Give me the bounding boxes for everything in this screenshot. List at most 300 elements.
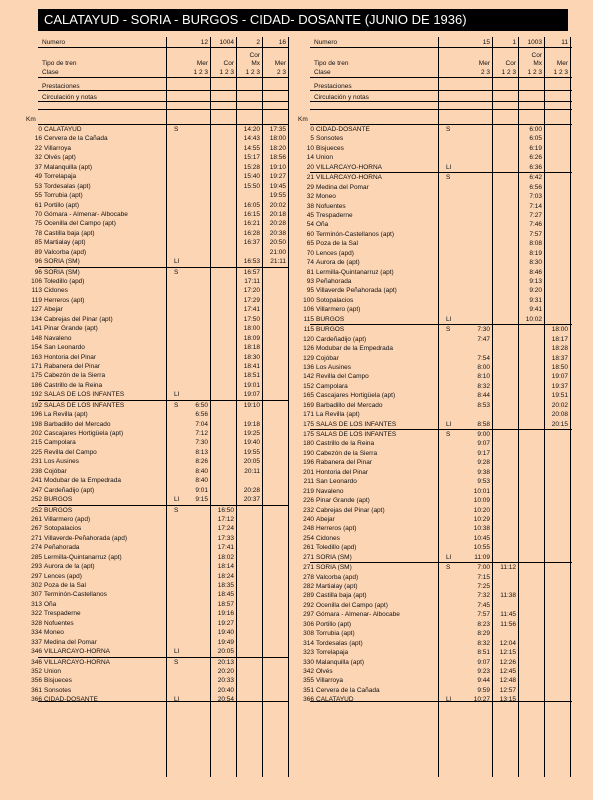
station-name: CALATAYUD bbox=[44, 126, 82, 133]
time-cell: 7:47 bbox=[477, 335, 490, 343]
time-cell: 15:40 bbox=[243, 173, 260, 181]
table-row bbox=[31, 381, 288, 390]
time-cell: 19:55 bbox=[269, 192, 286, 200]
table-row bbox=[31, 334, 288, 343]
time-cell: 8:44 bbox=[477, 392, 490, 400]
km-value: 302 bbox=[31, 582, 42, 589]
table-row bbox=[303, 382, 572, 391]
table-row bbox=[306, 172, 572, 182]
table-row bbox=[303, 562, 572, 572]
station-name: BURGOS bbox=[316, 326, 345, 334]
station-name: Valcorba (apd) bbox=[316, 573, 359, 581]
km-value: 261 bbox=[31, 515, 42, 523]
km-value: 198 bbox=[31, 420, 42, 428]
station-name: La Revilla (apt) bbox=[316, 411, 360, 419]
km-value: 78 bbox=[34, 229, 42, 237]
station-name: Barbadillo del Mercado bbox=[44, 420, 111, 428]
tipo-row bbox=[310, 59, 572, 68]
km-value: 190 bbox=[303, 449, 314, 457]
station-name: Cidones bbox=[44, 287, 68, 295]
time-cell: 8:32 bbox=[477, 382, 490, 390]
time-cell: 11:12 bbox=[500, 564, 516, 572]
km-value: 175 bbox=[303, 431, 314, 438]
time-cell: 7:12 bbox=[195, 430, 208, 437]
header-divider bbox=[310, 77, 572, 78]
table-row bbox=[38, 125, 288, 134]
time-cell: 7:54 bbox=[477, 354, 490, 362]
station-name: Moneo bbox=[316, 193, 336, 201]
prestaciones-label: Prestaciones bbox=[42, 83, 80, 90]
station-name: BURGOS bbox=[44, 506, 73, 514]
time-cell: 6:00 bbox=[529, 126, 542, 133]
table-row bbox=[303, 553, 572, 562]
station-name: Pinar Grande (apt) bbox=[316, 497, 370, 505]
station-name: Cabrejas del Pinar (apt) bbox=[44, 315, 113, 323]
station-name: Cojóbar bbox=[44, 467, 67, 475]
stop-flag: S bbox=[174, 126, 179, 133]
rows-top-border bbox=[38, 124, 288, 125]
km-value: 45 bbox=[306, 211, 314, 219]
km-value: 37 bbox=[34, 163, 42, 171]
km-value: 163 bbox=[31, 353, 42, 361]
time-cell: 11:38 bbox=[500, 592, 516, 600]
km-value: 148 bbox=[31, 334, 42, 342]
station-name: Rabanera del Pinar bbox=[316, 459, 373, 467]
station-name: Terminón-Castellanos (apt) bbox=[316, 230, 395, 238]
table-row bbox=[31, 534, 288, 543]
time-cell: 10:09 bbox=[473, 497, 490, 505]
km-value: 248 bbox=[303, 525, 314, 533]
table-row bbox=[31, 429, 288, 438]
stop-flag: LI bbox=[446, 163, 452, 171]
km-value: 252 bbox=[31, 496, 42, 504]
station-name: Herreros (apt) bbox=[44, 296, 85, 304]
km-value: 14 bbox=[306, 154, 314, 162]
table-row bbox=[306, 230, 572, 239]
km-value: 356 bbox=[31, 677, 42, 685]
time-cell: 8:30 bbox=[529, 259, 542, 267]
table-row bbox=[303, 639, 572, 648]
table-row bbox=[31, 600, 288, 609]
time-cell: 9:00 bbox=[477, 431, 490, 438]
time-cell: 16:05 bbox=[243, 201, 260, 209]
table-row bbox=[31, 457, 288, 466]
table-row bbox=[34, 144, 288, 153]
time-cell: 17:20 bbox=[243, 287, 260, 295]
station-name: San Leonardo bbox=[44, 344, 85, 352]
circulacion-label: Circulación y notas bbox=[42, 94, 97, 101]
time-cell: 18:00 bbox=[269, 135, 286, 143]
station-name: Lermilla-Quintanarruz (apt) bbox=[316, 268, 394, 276]
time-cell: 8:58 bbox=[477, 420, 490, 428]
km-value: 0 bbox=[310, 126, 314, 133]
stop-flag: LI bbox=[446, 420, 452, 428]
time-cell: 9:31 bbox=[529, 296, 542, 304]
table-row bbox=[303, 315, 572, 324]
column-divider bbox=[544, 37, 545, 777]
station-name: Toledillo (apd) bbox=[316, 544, 357, 552]
km-value: 192 bbox=[31, 391, 42, 399]
header-cell: 1 2 3 bbox=[219, 69, 234, 76]
header-divider bbox=[38, 77, 288, 78]
header-cell: Cor bbox=[505, 60, 516, 67]
time-cell: 10:01 bbox=[473, 487, 490, 495]
station-name: Castrillo de la Reina bbox=[44, 381, 103, 389]
table-row bbox=[303, 573, 572, 582]
header-cell: 12 bbox=[200, 39, 208, 46]
table-row bbox=[306, 277, 572, 286]
time-cell: 7:30 bbox=[477, 326, 490, 334]
time-cell: 14:55 bbox=[243, 144, 260, 152]
header-cell: 2 3 bbox=[276, 69, 286, 76]
km-value: 337 bbox=[31, 638, 42, 646]
table-row bbox=[303, 458, 572, 467]
km-value: 330 bbox=[303, 658, 314, 666]
column-divider bbox=[438, 37, 439, 777]
time-cell: 18:41 bbox=[243, 362, 260, 370]
table-row bbox=[31, 686, 288, 695]
km-value: 32 bbox=[306, 193, 314, 201]
time-cell: 19:51 bbox=[551, 392, 568, 400]
km-value: 192 bbox=[31, 401, 42, 409]
station-name: Lermilla-Quintanarruz (apt) bbox=[44, 553, 122, 561]
time-cell: 19:40 bbox=[243, 439, 260, 447]
km-value: 271 bbox=[303, 564, 314, 572]
station-name: San Leonardo bbox=[316, 478, 357, 486]
km-value: 278 bbox=[303, 573, 314, 581]
time-cell: 17:12 bbox=[217, 515, 234, 523]
time-cell: 8:46 bbox=[529, 268, 542, 276]
time-cell: 8:23 bbox=[477, 620, 490, 628]
time-cell: 9:01 bbox=[195, 486, 208, 494]
time-cell: 8:51 bbox=[477, 649, 490, 657]
table-row bbox=[31, 638, 288, 647]
time-cell: 18:00 bbox=[551, 326, 568, 334]
time-cell: 7:25 bbox=[477, 583, 490, 590]
table-row bbox=[303, 296, 572, 305]
time-cell: 18:28 bbox=[551, 345, 568, 353]
km-value: 95 bbox=[306, 287, 314, 295]
time-cell: 12:15 bbox=[499, 649, 516, 657]
km-value: 226 bbox=[303, 497, 314, 505]
station-name: Malanquilla (apt) bbox=[44, 163, 93, 171]
rows-bottom-border bbox=[38, 701, 288, 702]
table-row bbox=[306, 211, 572, 220]
km-value: 282 bbox=[303, 583, 314, 590]
station-name: Villaverde-Peñahorada (apd) bbox=[44, 534, 127, 542]
header-cell: 15 bbox=[482, 39, 490, 46]
time-cell: 9:41 bbox=[529, 306, 542, 314]
table-row bbox=[303, 695, 572, 704]
time-cell: 9:38 bbox=[477, 468, 490, 476]
station-name: Hontoria del Pinar bbox=[44, 353, 97, 361]
km-value: 106 bbox=[303, 306, 314, 314]
header-divider bbox=[38, 109, 288, 110]
time-cell: 18:57 bbox=[217, 600, 234, 608]
column-divider bbox=[518, 37, 519, 777]
station-name: Portillo (apt) bbox=[44, 201, 80, 209]
time-cell: 20:02 bbox=[269, 201, 286, 209]
table-row bbox=[303, 506, 572, 515]
station-name: Trespaderne bbox=[316, 211, 353, 219]
station-name: Torrubia (apt) bbox=[44, 192, 83, 200]
station-name: Toledillo (apd) bbox=[44, 278, 85, 285]
table-row bbox=[31, 410, 288, 419]
station-name: VILLARCAYO-HORNA bbox=[44, 658, 110, 666]
km-value: 289 bbox=[303, 592, 314, 600]
time-cell: 20:05 bbox=[217, 648, 234, 656]
time-cell: 20:28 bbox=[269, 220, 286, 228]
time-cell: 19:55 bbox=[243, 448, 260, 456]
km-value: 346 bbox=[31, 658, 42, 666]
header-cell: 1003 bbox=[527, 39, 542, 46]
km-value: 293 bbox=[31, 563, 42, 571]
station-name: SORIA (SM) bbox=[316, 564, 352, 572]
table-row bbox=[31, 609, 288, 618]
stop-flag: LI bbox=[174, 696, 180, 704]
column-divider bbox=[288, 37, 289, 777]
table-row bbox=[31, 562, 288, 571]
station-name: Cervera de la Cañada bbox=[44, 135, 108, 143]
column-divider bbox=[210, 37, 211, 777]
table-row bbox=[306, 202, 572, 211]
km-value: 142 bbox=[303, 373, 314, 381]
km-value: 219 bbox=[303, 487, 314, 495]
km-value: 334 bbox=[31, 629, 42, 637]
station-name: Bisjueces bbox=[44, 677, 72, 685]
table-row bbox=[31, 628, 288, 637]
stop-flag: LI bbox=[174, 648, 180, 656]
table-row bbox=[31, 695, 288, 704]
station-name: Navaleno bbox=[316, 487, 344, 495]
column-divider bbox=[236, 37, 237, 777]
time-cell: 9:59 bbox=[477, 686, 490, 694]
time-cell: 7:46 bbox=[529, 221, 542, 229]
table-row bbox=[306, 192, 572, 201]
km-label: Km bbox=[26, 116, 36, 123]
km-value: 85 bbox=[34, 239, 42, 247]
station-name: BURGOS bbox=[316, 315, 345, 323]
table-row bbox=[31, 448, 288, 457]
table-row bbox=[303, 344, 572, 353]
time-cell: 10:45 bbox=[473, 534, 490, 542]
time-cell: 20:08 bbox=[551, 411, 568, 419]
km-value: 75 bbox=[34, 220, 42, 228]
table-row bbox=[34, 163, 288, 172]
header-cell: 1 2 3 bbox=[527, 69, 542, 76]
time-cell: 17:33 bbox=[217, 534, 234, 542]
table-row bbox=[31, 400, 288, 410]
time-cell: 6:05 bbox=[529, 135, 542, 143]
station-name: Cabezón de la Sierra bbox=[44, 372, 106, 380]
km-value: 115 bbox=[303, 315, 314, 323]
table-row bbox=[303, 305, 572, 314]
header-cell: 1 2 3 bbox=[245, 69, 260, 76]
station-name: Poza de la Sal bbox=[316, 240, 358, 248]
time-cell: 20:15 bbox=[551, 420, 568, 428]
header-cell: Cor bbox=[531, 52, 542, 59]
table-row bbox=[303, 620, 572, 629]
header-cell: 1 bbox=[512, 39, 516, 46]
time-cell: 9:07 bbox=[477, 440, 490, 448]
table-row bbox=[31, 581, 288, 590]
table-row bbox=[31, 657, 288, 667]
header-divider bbox=[38, 90, 288, 91]
km-value: 285 bbox=[31, 553, 42, 561]
table-row bbox=[34, 172, 288, 181]
table-row bbox=[303, 449, 572, 458]
time-cell: 19:10 bbox=[243, 401, 260, 409]
table-row bbox=[31, 286, 288, 295]
station-name: Union bbox=[316, 154, 333, 162]
time-cell: 18:50 bbox=[551, 363, 568, 371]
table-row bbox=[306, 183, 572, 192]
station-name: Portillo (apt) bbox=[316, 620, 352, 628]
table-row bbox=[34, 229, 288, 238]
time-cell: 14:43 bbox=[243, 135, 260, 143]
station-name: Cascajares Hortigüela (apt) bbox=[316, 392, 396, 400]
table-row bbox=[34, 219, 288, 228]
time-cell: 19:10 bbox=[269, 163, 286, 171]
km-value: 96 bbox=[34, 258, 42, 266]
time-cell: 7:30 bbox=[195, 439, 208, 447]
numero-row bbox=[310, 38, 572, 47]
time-cell: 16:50 bbox=[217, 506, 234, 514]
stop-flag: S bbox=[174, 268, 179, 276]
table-row bbox=[31, 390, 288, 399]
km-value: 247 bbox=[31, 486, 42, 494]
header-cell: 11 bbox=[561, 39, 568, 46]
station-name: Abejar bbox=[316, 515, 335, 523]
time-cell: 20:54 bbox=[217, 696, 234, 704]
time-cell: 7:04 bbox=[195, 420, 208, 428]
clase-label: Clase bbox=[314, 69, 331, 76]
time-cell: 17:50 bbox=[243, 315, 260, 323]
station-name: VILLARCAYO-HORNA bbox=[316, 174, 382, 182]
time-cell: 19:27 bbox=[269, 173, 286, 181]
km-value: 186 bbox=[31, 381, 42, 389]
station-name: Trespaderne bbox=[44, 610, 81, 618]
station-name: Villarmero (apt) bbox=[316, 306, 361, 314]
station-name: Aurora de (apt) bbox=[316, 259, 360, 267]
station-name: Sotopalacios bbox=[44, 525, 82, 533]
table-row bbox=[34, 257, 288, 266]
circulacion-label: Circulación y notas bbox=[314, 94, 369, 101]
km-value: 297 bbox=[303, 611, 314, 619]
table-row bbox=[303, 324, 572, 334]
station-name: Aurora de la (apt) bbox=[44, 563, 95, 571]
station-name: VILLARCAYO-HORNA bbox=[316, 163, 382, 171]
stop-flag: LI bbox=[446, 315, 452, 323]
table-row bbox=[31, 305, 288, 314]
km-value: 215 bbox=[31, 439, 42, 447]
time-cell: 7:27 bbox=[529, 211, 542, 219]
time-cell: 7:00 bbox=[477, 564, 490, 572]
time-cell: 7:57 bbox=[477, 611, 490, 619]
rows-bottom-border bbox=[310, 701, 572, 702]
column-divider bbox=[262, 37, 263, 777]
time-cell: 10:55 bbox=[473, 544, 490, 552]
station-name: SALAS DE LOS INFANTES bbox=[44, 401, 125, 409]
time-cell: 19:49 bbox=[217, 638, 234, 646]
table-row bbox=[303, 648, 572, 657]
table-row bbox=[34, 267, 288, 277]
station-name: Oña bbox=[316, 221, 329, 229]
km-value: 54 bbox=[306, 221, 314, 229]
time-cell: 18:30 bbox=[243, 353, 260, 361]
km-value: 0 bbox=[38, 126, 42, 133]
km-value: 55 bbox=[34, 192, 42, 200]
time-cell: 6:56 bbox=[529, 183, 542, 191]
km-value: 271 bbox=[303, 553, 314, 561]
km-value: 38 bbox=[306, 202, 314, 210]
station-name: Villarmero (apd) bbox=[44, 515, 91, 523]
station-name: Malanquilla (apt) bbox=[316, 658, 365, 666]
km-value: 314 bbox=[303, 639, 314, 647]
km-value: 241 bbox=[31, 477, 42, 485]
time-cell: 9:53 bbox=[477, 478, 490, 486]
rows-top-border bbox=[310, 124, 572, 125]
table-row bbox=[303, 429, 572, 439]
time-cell: 18:02 bbox=[217, 553, 234, 561]
table-row bbox=[303, 601, 572, 610]
km-value: 201 bbox=[303, 468, 314, 476]
time-cell: 20:13 bbox=[217, 658, 234, 666]
km-value: 106 bbox=[31, 278, 42, 285]
table-row bbox=[303, 468, 572, 477]
station-name: Terminón-Castellanos bbox=[44, 591, 107, 599]
time-cell: 8:00 bbox=[477, 363, 490, 371]
station-name: Abejar bbox=[44, 306, 63, 314]
station-name: CIDAD-DOSANTE bbox=[316, 126, 370, 133]
time-cell: 7:45 bbox=[477, 601, 490, 609]
station-name: Olvés bbox=[316, 667, 333, 675]
tipo-row bbox=[38, 59, 288, 68]
km-value: 240 bbox=[303, 515, 314, 523]
header-cell: 2 3 bbox=[480, 69, 490, 76]
table-row bbox=[303, 515, 572, 524]
station-name: Tordesalas (apt) bbox=[316, 639, 363, 647]
station-name: Herreros (apt) bbox=[316, 525, 357, 533]
clase-label: Clase bbox=[42, 69, 59, 76]
station-name: Poza de la Sal bbox=[44, 582, 86, 589]
table-row bbox=[303, 335, 572, 344]
station-name: Ocenilla del Campo (apt) bbox=[316, 601, 388, 609]
station-name: Villarroya bbox=[44, 144, 71, 152]
station-name: Torrelapaja bbox=[316, 649, 349, 657]
table-row bbox=[303, 420, 572, 429]
station-name: SALAS DE LOS INFANTES bbox=[316, 420, 397, 428]
table-row bbox=[306, 153, 572, 162]
table-row bbox=[303, 610, 572, 619]
time-cell: 11:09 bbox=[474, 553, 490, 561]
time-cell: 19:18 bbox=[243, 420, 260, 428]
table-row bbox=[31, 524, 288, 533]
time-cell: 20:05 bbox=[243, 458, 260, 466]
km-value: 252 bbox=[31, 506, 42, 514]
table-row bbox=[31, 420, 288, 429]
time-cell: 18:51 bbox=[243, 372, 260, 380]
station-name: Los Ausines bbox=[316, 363, 352, 371]
time-cell: 21:11 bbox=[270, 258, 286, 266]
station-name: Cabrejas del Pinar (apt) bbox=[316, 506, 385, 514]
clase-row bbox=[310, 68, 572, 77]
km-value: 232 bbox=[303, 506, 314, 514]
time-cell: 9:07 bbox=[477, 658, 490, 666]
table-row bbox=[306, 249, 572, 258]
km-value: 306 bbox=[303, 620, 314, 628]
station-name: SORIA (SM) bbox=[44, 258, 80, 266]
